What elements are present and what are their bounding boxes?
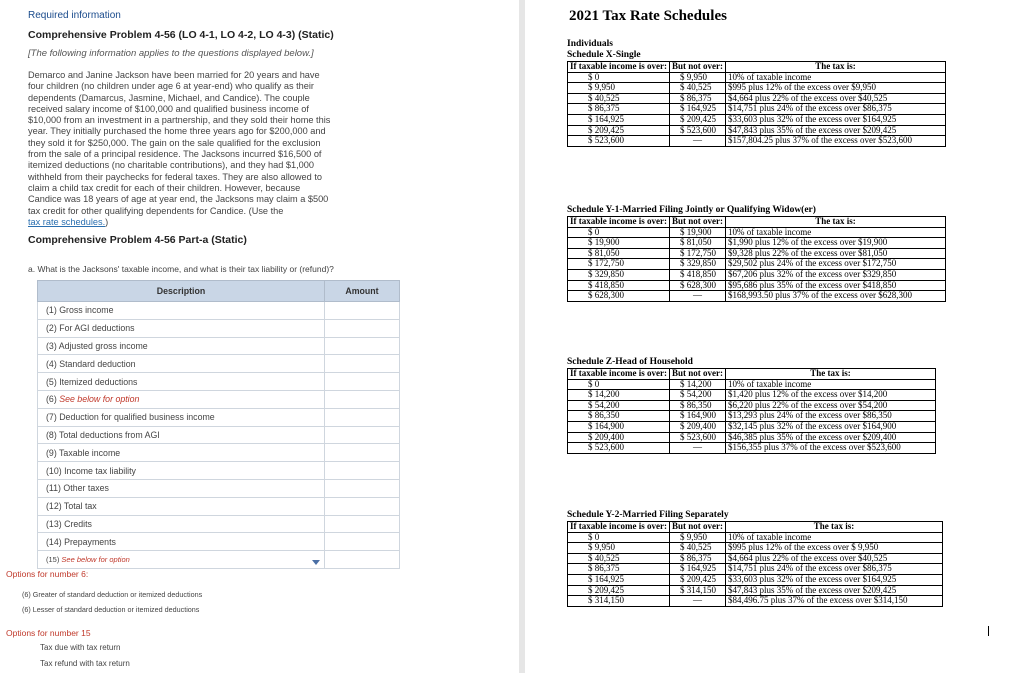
table-row-label: (14) Prepayments bbox=[38, 533, 325, 551]
schedule-name: Schedule Z-Head of Household bbox=[567, 357, 693, 367]
table-row-label: (2) For AGI deductions bbox=[38, 319, 325, 337]
amount-input[interactable] bbox=[325, 462, 400, 480]
amount-input[interactable] bbox=[325, 444, 400, 462]
amount-input[interactable] bbox=[325, 319, 400, 337]
problem-line: year. They initially purchased the home three years ago for $200,000 and bbox=[28, 126, 326, 137]
table-row-label: (12) Total tax bbox=[38, 497, 325, 515]
table-row: $ 40,525 $ 86,375 $4,664 plus 22% of the excess over $40,525 bbox=[568, 93, 946, 104]
amount-input[interactable] bbox=[325, 479, 400, 497]
table-row: $ 86,350 $ 164,900 $13,293 plus 24% of the excess over $86,350 bbox=[568, 411, 936, 422]
problem-line: claim a child tax credit for each of their children. However, because bbox=[28, 182, 301, 193]
table-row: $ 86,375 $ 164,925 $14,751 plus 24% of the excess over $86,375 bbox=[568, 104, 946, 115]
amount-input[interactable] bbox=[325, 533, 400, 551]
table-row-label: (13) Credits bbox=[38, 515, 325, 533]
problem-line: tax credit for other qualifying dependents for Candice. (Use the bbox=[28, 205, 284, 216]
table-row: $ 628,300 — $168,993.50 plus 37% of the excess over $628,300 bbox=[568, 291, 946, 302]
amount-input[interactable] bbox=[325, 426, 400, 444]
problem-line: dependents (Damarcus, Jasmine, Michael, and Candice). The couple bbox=[28, 92, 310, 103]
col-not-over: But not over: bbox=[669, 62, 725, 73]
amount-input[interactable] bbox=[325, 515, 400, 533]
table-row: $ 54,200 $ 86,350 $6,220 plus 22% of the excess over $54,200 bbox=[568, 400, 936, 411]
problem-title: Comprehensive Problem 4-56 (LO 4-1, LO 4-2, LO 4-3) (Static) bbox=[28, 29, 334, 41]
table-row-label: (7) Deduction for qualified business income bbox=[38, 408, 325, 426]
tax-rate-schedules-panel bbox=[525, 0, 1024, 673]
amount-input[interactable] bbox=[325, 497, 400, 515]
amount-input[interactable] bbox=[325, 337, 400, 355]
individuals-label: Individuals bbox=[567, 39, 613, 49]
description-header: Description bbox=[38, 281, 325, 302]
col-over: If taxable income is over: bbox=[568, 62, 670, 73]
option15-item: Tax due with tax return bbox=[40, 643, 121, 652]
rate-table bbox=[567, 61, 946, 147]
tax-rate-schedules-link[interactable]: tax rate schedules. bbox=[28, 216, 106, 227]
option6-item: (6) Lesser of standard deduction or itemized deductions bbox=[22, 605, 200, 614]
option15-placeholder: See below for option bbox=[61, 555, 130, 565]
options6-title: Options for number 6: bbox=[6, 569, 89, 579]
problem-line: withheld from their paychecks for federal taxes. They are also allowed to bbox=[28, 171, 322, 182]
schedules-title: 2021 Tax Rate Schedules bbox=[569, 8, 727, 24]
schedule-y2 bbox=[567, 510, 943, 607]
table-row-label: (10) Income tax liability bbox=[38, 462, 325, 480]
amount-input[interactable] bbox=[325, 302, 400, 320]
link-tail: ) bbox=[105, 216, 109, 227]
table-row: $ 523,600 — $157,804.25 plus 37% of the excess over $523,600 bbox=[568, 136, 946, 147]
table-row-label: (3) Adjusted gross income bbox=[38, 337, 325, 355]
table-row: $ 0 $ 9,950 10% of taxable income bbox=[568, 532, 943, 543]
table-row: $ 19,900 $ 81,050 $1,990 plus 12% of the excess over $19,900 bbox=[568, 238, 946, 249]
schedule-x bbox=[567, 39, 946, 147]
table-row: $ 209,425 $ 523,600 $47,843 plus 35% of the excess over $209,425 bbox=[568, 125, 946, 136]
table-row: $ 329,850 $ 418,850 $67,206 plus 32% of the excess over $329,850 bbox=[568, 269, 946, 280]
table-row: $ 209,400 $ 523,600 $46,385 plus 35% of the excess over $209,400 bbox=[568, 432, 936, 443]
table-row: $ 418,850 $ 628,300 $95,686 plus 35% of the excess over $418,850 bbox=[568, 280, 946, 291]
table-row: $ 209,425 $ 314,150 $47,843 plus 35% of the excess over $209,425 bbox=[568, 585, 943, 596]
rate-table: If taxable income is over: But not over: The tax is: $ 0 $ 19,900 10% of taxable income $ 19,900 $ 81,050 $1,990 plus 12% of the excess over $19,900 $ 81,050 $ 172,750 $9,328 plus 22% of the excess over $81,050 $ 172,750 $ 329,850 $29,502 plus 24% of the excess over $172,750 $ 329,850 $ 418,850 $67,206 plus 32% of the excess over $329,850 $ 418,850 $ 628,300 $95,686 plus 35% of the excess over $418,850 $ 628,300 — $168,993.50 plus 37% of the excess over $628,300 bbox=[567, 216, 946, 302]
table-row-label: (11) Other taxes bbox=[38, 479, 325, 497]
table-row: $ 314,150 — $84,496.75 plus 37% of the excess over $314,150 bbox=[568, 596, 943, 607]
part-title: Comprehensive Problem 4-56 Part-a (Static) bbox=[28, 234, 247, 246]
problem-line: four children (no children under age 6 at year-end) who qualify as their bbox=[28, 81, 314, 92]
problem-line: Candice was 18 years of age at year end, the Jacksons may claim a $500 bbox=[28, 194, 329, 205]
problem-line: Demarco and Janine Jackson have been married for 20 years and have bbox=[28, 70, 320, 80]
option6-item: (6) Greater of standard deduction or itemized deductions bbox=[22, 590, 203, 599]
table-row: $ 40,525 $ 86,375 $4,664 plus 22% of the excess over $40,525 bbox=[568, 553, 943, 564]
chevron-down-icon[interactable] bbox=[312, 560, 320, 565]
required-information-label: Required information bbox=[28, 10, 121, 21]
problem-text bbox=[28, 70, 358, 228]
table-row: $ 164,900 $ 209,400 $32,145 plus 32% of the excess over $164,900 bbox=[568, 421, 936, 432]
schedule-name: Schedule Y-1-Married Filing Jointly or Qualifying Widow(er) bbox=[567, 205, 816, 215]
rate-table: If taxable income is over: But not over: The tax is: $ 0 $ 14,200 10% of taxable income $ 14,200 $ 54,200 $1,420 plus 12% of the excess over $14,200 $ 54,200 $ 86,350 $6,220 plus 22% of the excess over $54,200 $ 86,350 $ 164,900 $13,293 plus 24% of the excess over $86,350 $ 164,900 $ 209,400 $32,145 plus 32% of the excess over $164,900 $ 209,400 $ 523,600 $46,385 plus 35% of the excess over $209,400 $ 523,600 — $156,355 plus 37% of the excess over $523,600 bbox=[567, 368, 936, 454]
schedule-name: Schedule Y-2-Married Filing Separately bbox=[567, 510, 729, 520]
amount-input[interactable] bbox=[325, 390, 400, 408]
info-note: [The following information applies to the questions displayed below.] bbox=[28, 48, 314, 59]
problem-line: they sold it for $250,000. The gain on the sale qualified for the exclusion bbox=[28, 137, 321, 148]
option6-prefix: (6) bbox=[46, 394, 60, 405]
problem-line: received salary income of $100,000 and qualified business income of bbox=[28, 103, 309, 114]
table-row: $ 523,600 — $156,355 plus 37% of the excess over $523,600 bbox=[568, 443, 936, 454]
answer-table bbox=[37, 280, 400, 569]
table-row-label: (1) Gross income bbox=[38, 302, 325, 320]
table-row-label: (5) Itemized deductions bbox=[38, 373, 325, 391]
table-row: $ 9,950 $ 40,525 $995 plus 12% of the excess over $9,950 bbox=[568, 83, 946, 94]
table-row: $ 164,925 $ 209,425 $33,603 plus 32% of the excess over $164,925 bbox=[568, 574, 943, 585]
option15-item: Tax refund with tax return bbox=[40, 659, 130, 668]
table-row: $ 0 $ 19,900 10% of taxable income bbox=[568, 227, 946, 238]
table-row: $ 81,050 $ 172,750 $9,328 plus 22% of the excess over $81,050 bbox=[568, 248, 946, 259]
table-row-label: (9) Taxable income bbox=[38, 444, 325, 462]
table-row: $ 164,925 $ 209,425 $33,603 plus 32% of the excess over $164,925 bbox=[568, 114, 946, 125]
text-cursor bbox=[988, 626, 989, 636]
options15-title: Options for number 15 bbox=[6, 628, 91, 638]
amount-input[interactable] bbox=[325, 355, 400, 373]
schedule-z bbox=[567, 357, 936, 454]
table-row: $ 14,200 $ 54,200 $1,420 plus 12% of the excess over $14,200 bbox=[568, 390, 936, 401]
problem-line bbox=[28, 217, 358, 228]
amount-input[interactable] bbox=[325, 408, 400, 426]
table-row-label: (4) Standard deduction bbox=[38, 355, 325, 373]
schedule-name: Schedule X-Single bbox=[567, 50, 641, 60]
schedule-y1 bbox=[567, 205, 946, 302]
amount-input[interactable] bbox=[325, 373, 400, 391]
table-row: $ 0 $ 9,950 10% of taxable income bbox=[568, 72, 946, 83]
option6-placeholder: See below for option bbox=[59, 394, 140, 405]
col-tax: The tax is: bbox=[725, 62, 945, 73]
table-row: $ 9,950 $ 40,525 $995 plus 12% of the excess over $ 9,950 bbox=[568, 543, 943, 554]
option15-prefix: (15) bbox=[46, 555, 62, 565]
table-row: $ 0 $ 14,200 10% of taxable income bbox=[568, 379, 936, 390]
problem-line: $10,000 from an investment in a partnership, and they sold their home this bbox=[28, 115, 331, 126]
table-row: $ 86,375 $ 164,925 $14,751 plus 24% of the excess over $86,375 bbox=[568, 564, 943, 575]
amount-header: Amount bbox=[325, 281, 400, 302]
problem-line: from the sale of a principal residence. The Jacksons incurred $16,500 of bbox=[28, 149, 322, 160]
rate-table: If taxable income is over: But not over: The tax is: $ 0 $ 9,950 10% of taxable income $ 9,950 $ 40,525 $995 plus 12% of the excess over $ 9,950 $ 40,525 $ 86,375 $4,664 plus 22% of the excess over $40,525 $ 86,375 $ 164,925 $14,751 plus 24% of the excess over $86,375 $ 164,925 $ 209,425 $33,603 plus 32% of the excess over $164,925 $ 209,425 $ 314,150 $47,843 plus 35% of the excess over $209,425 $ 314,150 — $84,496.75 plus 37% of the excess over $314,150 bbox=[567, 521, 943, 607]
amount-input[interactable] bbox=[325, 551, 400, 569]
table-row-label: (8) Total deductions from AGI bbox=[38, 426, 325, 444]
question-text: a. What is the Jacksons' taxable income, and what is their tax liability or (refund)? bbox=[28, 264, 334, 274]
table-row: $ 172,750 $ 329,850 $29,502 plus 24% of the excess over $172,750 bbox=[568, 259, 946, 270]
option15-dropdown[interactable] bbox=[38, 551, 325, 569]
option6-dropdown[interactable] bbox=[38, 390, 325, 408]
problem-line: itemized deductions (no charitable contributions), and they had $1,000 bbox=[28, 160, 315, 171]
